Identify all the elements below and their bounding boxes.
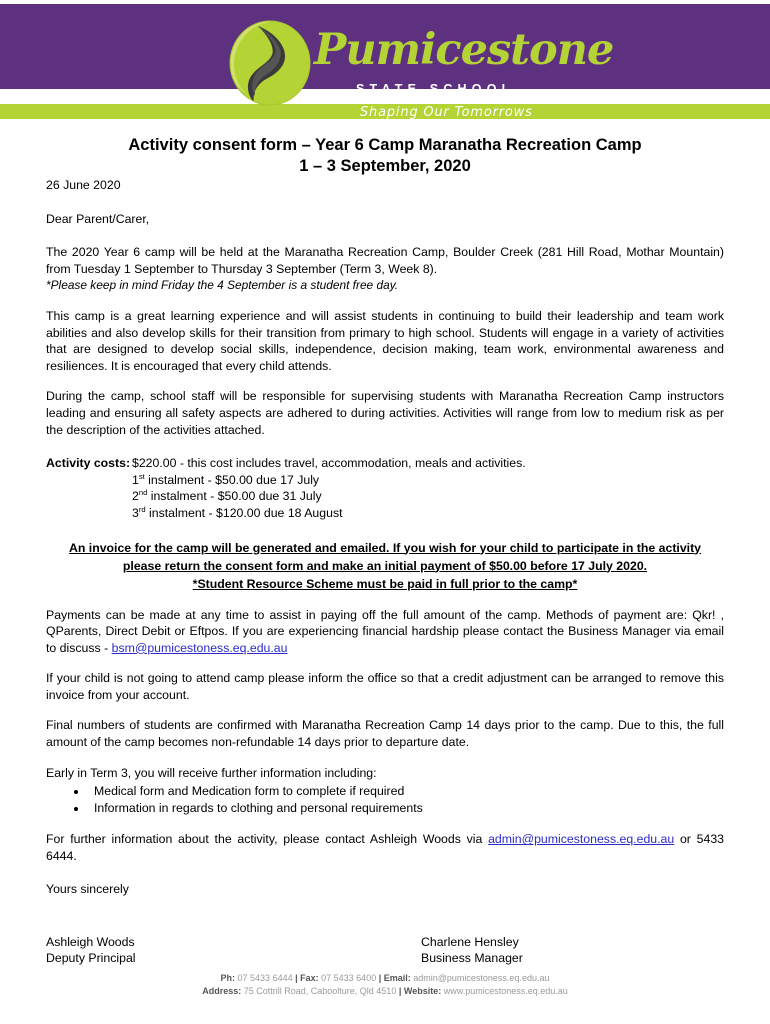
invoice-notice — [46, 539, 724, 593]
footer-phone-label: Ph: — [220, 973, 236, 983]
signature-left-name: Ashleigh Woods — [46, 935, 135, 949]
invoice-notice-line-2: please return the consent form and make an initial payment of $50.00 before 17 July 2020. — [122, 558, 648, 573]
page-title — [45, 135, 725, 177]
activity-costs-lines — [132, 455, 724, 521]
instalment-2-text: instalment - $50.00 due 31 July — [147, 489, 322, 504]
footer-address-line — [0, 985, 770, 998]
instalment-2-ordinal-suffix: nd — [138, 488, 148, 498]
invoice-notice-line-1: An invoice for the camp will be generated and emailed. If you wish for your child to participate in the activity — [68, 540, 702, 555]
footer-email-label: Email: — [381, 973, 411, 983]
school-logo — [228, 20, 614, 120]
signature-column-right — [421, 934, 724, 967]
admin-email-link[interactable]: admin@pumicestoness.eq.edu.au — [488, 832, 675, 847]
pumicestone-circle-swoosh-icon — [228, 20, 312, 106]
activity-costs-total: $220.00 - this cost includes travel, accommodation, meals and activities. — [132, 456, 526, 471]
paragraph-further-contact-suffix: or 5433 6444. — [46, 832, 724, 863]
instalment-3-number: 3 — [132, 505, 139, 520]
signature-right-role: Business Manager — [421, 951, 523, 966]
paragraph-credit-adjustment: If your child is not going to attend camp please inform the office so that a credit adjustment can be arranged to remove this invoice from your account. — [46, 671, 724, 702]
footer-website-label: Website: — [401, 985, 442, 996]
logo-wordmark-text: Pumicestone — [314, 25, 614, 75]
signature-left-role: Deputy Principal — [46, 951, 136, 966]
logo-wordmark — [314, 22, 614, 84]
list-item: • Medical form and Medication form to complete if required — [88, 783, 724, 800]
letterhead — [0, 0, 770, 120]
paragraph-further-contact-prefix: For further information about the activity, please contact Ashleigh Woods via — [46, 832, 489, 847]
footer-separator-2: | — [378, 973, 382, 983]
paragraph-further-contact — [46, 831, 724, 864]
footer-phone-value: 07 5433 6444 — [235, 973, 296, 983]
footer-separator-3: | — [398, 985, 402, 996]
invoice-notice-line-3: *Student Resource Scheme must be paid in full prior to the camp* — [192, 576, 578, 591]
footer-website-value: www.pumicestoness.eq.edu.au — [441, 985, 568, 996]
salutation: Dear Parent/Carer, — [46, 211, 150, 226]
paragraph-payment-methods — [46, 607, 724, 657]
signature-column-left — [46, 934, 421, 967]
instalment-3-text: instalment - $120.00 due 18 August — [145, 505, 343, 520]
instalment-1-number: 1 — [132, 472, 139, 487]
page-footer — [0, 972, 770, 997]
list-item: • Information in regards to clothing and personal requirements — [88, 800, 724, 817]
paragraph-student-free-day-note: *Please keep in mind Friday the 4 September is a student free day. — [46, 278, 399, 293]
footer-fax-value: 07 5433 6400 — [318, 973, 379, 983]
paragraph-final-numbers: Final numbers of students are confirmed with Maranatha Recreation Camp 14 days prior to the camp. Due to this, the full amount of the camp becomes non-refundable 14 days prior to departure date. — [46, 718, 724, 750]
paragraph-payment-methods-text: Payments can be made at any time to assist in paying off the full amount of the camp. Methods of payment are: Qkr! , QParents, Direct Debit or Eftpos. If you are experiencing financial hardship please contact the Business Manager via email to discuss - — [46, 607, 724, 655]
instalment-row-2 — [132, 488, 724, 505]
signature-block — [46, 934, 724, 967]
activity-costs-section — [46, 455, 724, 521]
footer-fax-label: Fax: — [297, 973, 319, 983]
further-information-list — [46, 783, 724, 817]
instalment-1-ordinal-suffix: st — [138, 471, 145, 481]
letter-body — [46, 177, 724, 898]
footer-address-label: Address: — [202, 985, 242, 996]
footer-address-value: 75 Cottrill Road, Caboolture, Qld 4510 — [241, 985, 399, 996]
paragraph-camp-details: The 2020 Year 6 camp will be held at the Maranatha Recreation Camp, Boulder Creek (281 Hill Road, Mothar Mountain) from Tuesday 1 September to Thursday 3 September (Term 3, Week 8). — [46, 245, 724, 276]
footer-email-value: admin@pumicestoness.eq.edu.au — [410, 973, 550, 983]
instalment-1-text: instalment - $50.00 due 17 July — [144, 472, 320, 487]
letter-date: 26 June 2020 — [46, 178, 121, 192]
instalment-2-number: 2 — [132, 489, 139, 504]
page-title-line-1: Activity consent form – Year 6 Camp Maranatha Recreation Camp — [128, 136, 642, 154]
paragraph-supervision: During the camp, school staff will be responsible for supervising students with Maranatha Recreation Camp instructors leading and ensuring all safety aspects are adhered to during activities. Activities will range from low to medium risk as per the description of the activities attached. — [46, 389, 724, 437]
page-title-line-2: 1 – 3 September, 2020 — [299, 157, 471, 175]
footer-contact-line — [0, 972, 770, 985]
paragraph-learning-experience: This camp is a great learning experience and will assist students in continuing to build their leadership and team work abilities and also develop skills for their transition from primary to high school. Students will engage in a variety of activities that are designed to develop social skills, independence, decision making, team work, environmental awareness and resiliences. It is encouraged that every child attends. — [46, 308, 724, 373]
signature-right-name: Charlene Hensley — [421, 935, 519, 949]
closing-salutation: Yours sincerely — [46, 882, 129, 897]
paragraph-term3-information: Early in Term 3, you will receive further information including: — [46, 765, 377, 780]
logo-tagline: Shaping Our Tomorrows — [360, 105, 533, 120]
instalment-row-1 — [132, 472, 724, 489]
instalment-row-3 — [132, 505, 724, 522]
instalment-3-ordinal-suffix: rd — [138, 504, 146, 514]
footer-separator-1: | — [295, 973, 298, 983]
bsm-email-link[interactable]: bsm@pumicestoness.eq.edu.au — [111, 640, 288, 655]
logo-subtitle: STATE SCHOOL — [356, 82, 515, 96]
activity-costs-label: Activity costs: — [46, 456, 131, 471]
